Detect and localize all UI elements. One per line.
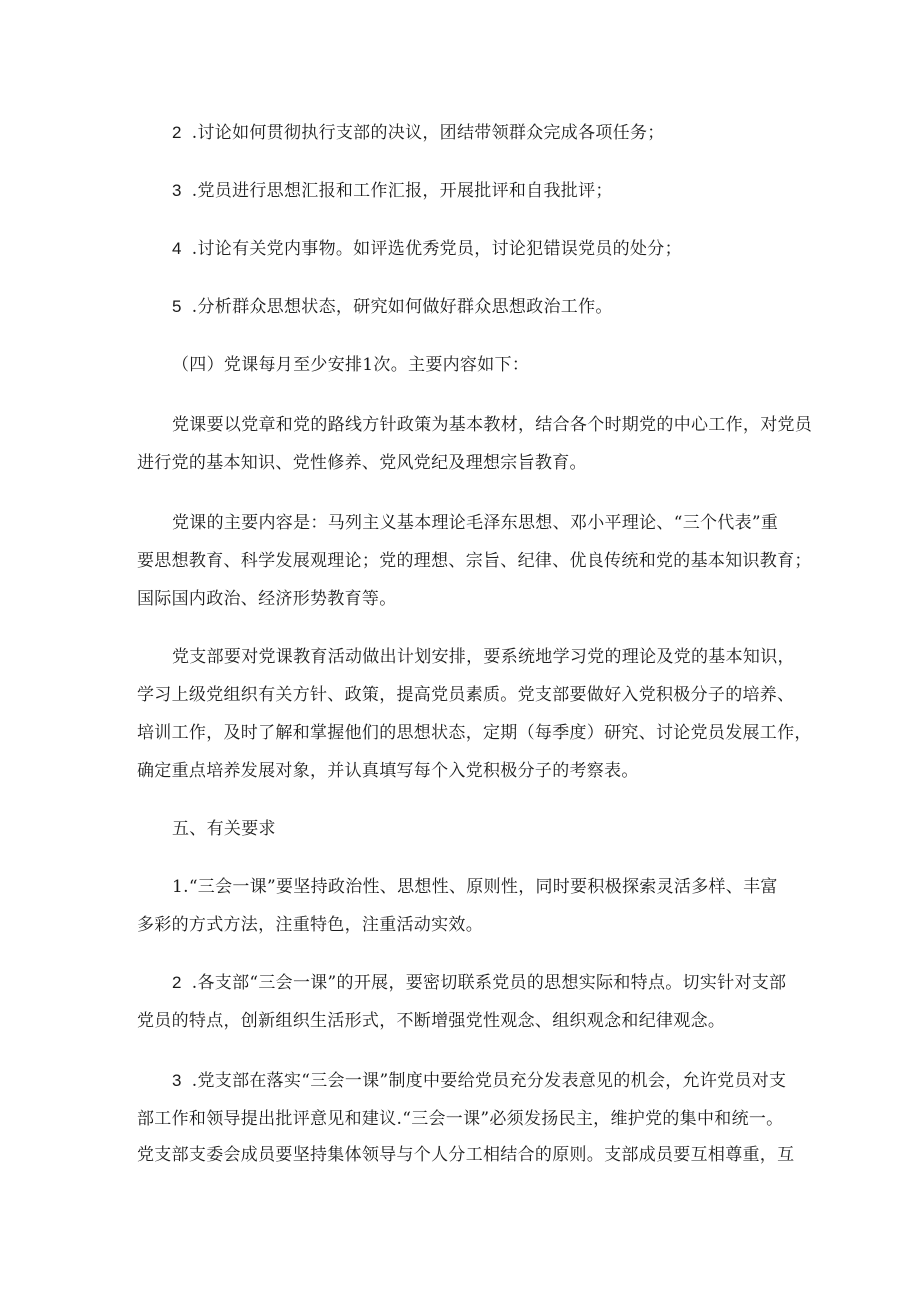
item-text: .各支部“三会一课”的开展，要密切联系党员的思想实际和特点。切实针对支部	[191, 973, 787, 993]
paragraph-line: 多彩的方式方法，注重特色，注重活动实效。	[137, 915, 483, 935]
item-text: .党支部在落实“三会一课”制度中要给党员充分发表意见的机会，允许党员对支	[191, 1071, 787, 1091]
list-item	[172, 122, 665, 144]
paragraph-line: 进行党的基本知识、党性修养、党风党纪及理想宗旨教育。	[137, 453, 587, 473]
paragraph-line: 党支部支委会成员要坚持集体领导与个人分工相结合的原则。支部成员要互相尊重，互	[137, 1145, 795, 1165]
paragraph-line: 党课的主要内容是：马列主义基本理论毛泽东思想、邓小平理论、“三个代表”重	[172, 513, 779, 533]
item-text: .党员进行思想汇报和工作汇报，开展批评和自我批评；	[191, 181, 613, 201]
section-heading: （四）党课每月至少安排1次。主要内容如下：	[172, 355, 530, 375]
paragraph-line: 党员的特点，创新组织生活形式，不断增强党性观念、组织观念和纪律观念。	[137, 1011, 726, 1031]
paragraph-line: 党支部要对党课教育活动做出计划安排，要系统地学习党的理论及党的基本知识，	[172, 647, 795, 667]
list-item	[172, 238, 682, 260]
paragraph-line: 要思想教育、科学发展观理论；党的理想、宗旨、纪律、优良传统和党的基本知识教育；	[137, 551, 812, 571]
paragraph-line: 学习上级党组织有关方针、政策，提高党员素质。党支部要做好入党积极分子的培养、	[137, 685, 795, 705]
item-number: 3	[172, 181, 182, 200]
paragraph-line: 部工作和领导提出批评意见和建议.“三会一课”必须发扬民主，维护党的集中和统一。	[137, 1109, 784, 1129]
item-number: 5	[172, 297, 182, 316]
item-number: 2	[172, 973, 182, 992]
item-number: 2	[172, 123, 182, 142]
paragraph-line	[172, 972, 786, 994]
list-item	[172, 180, 613, 202]
paragraph-line: 党课要以党章和党的路线方针政策为基本教材，结合各个时期党的中心工作，对党员	[172, 415, 813, 435]
paragraph-line: 国际国内政治、经济形势教育等。	[137, 589, 397, 609]
paragraph-line: 1.“三会一课”要坚持政治性、思想性、原则性，同时要积极探索灵活多样、丰富	[172, 877, 778, 897]
item-text: .讨论有关党内事物。如评选优秀党员，讨论犯错误党员的处分；	[191, 239, 682, 259]
paragraph-line	[172, 1070, 786, 1092]
list-item	[172, 296, 613, 318]
item-text: .讨论如何贯彻执行支部的决议，团结带领群众完成各项任务；	[191, 123, 665, 143]
item-number: 3	[172, 1071, 182, 1090]
item-number: 4	[172, 239, 182, 258]
item-text: .分析群众思想状态，研究如何做好群众思想政治工作。	[191, 297, 613, 317]
paragraph-line: 确定重点培养发展对象，并认真填写每个入党积极分子的考察表。	[137, 761, 639, 781]
paragraph-line: 培训工作，及时了解和掌握他们的思想状态，定期（每季度）研究、讨论党员发展工作，	[137, 723, 812, 743]
section-heading: 五、有关要求	[172, 819, 276, 839]
